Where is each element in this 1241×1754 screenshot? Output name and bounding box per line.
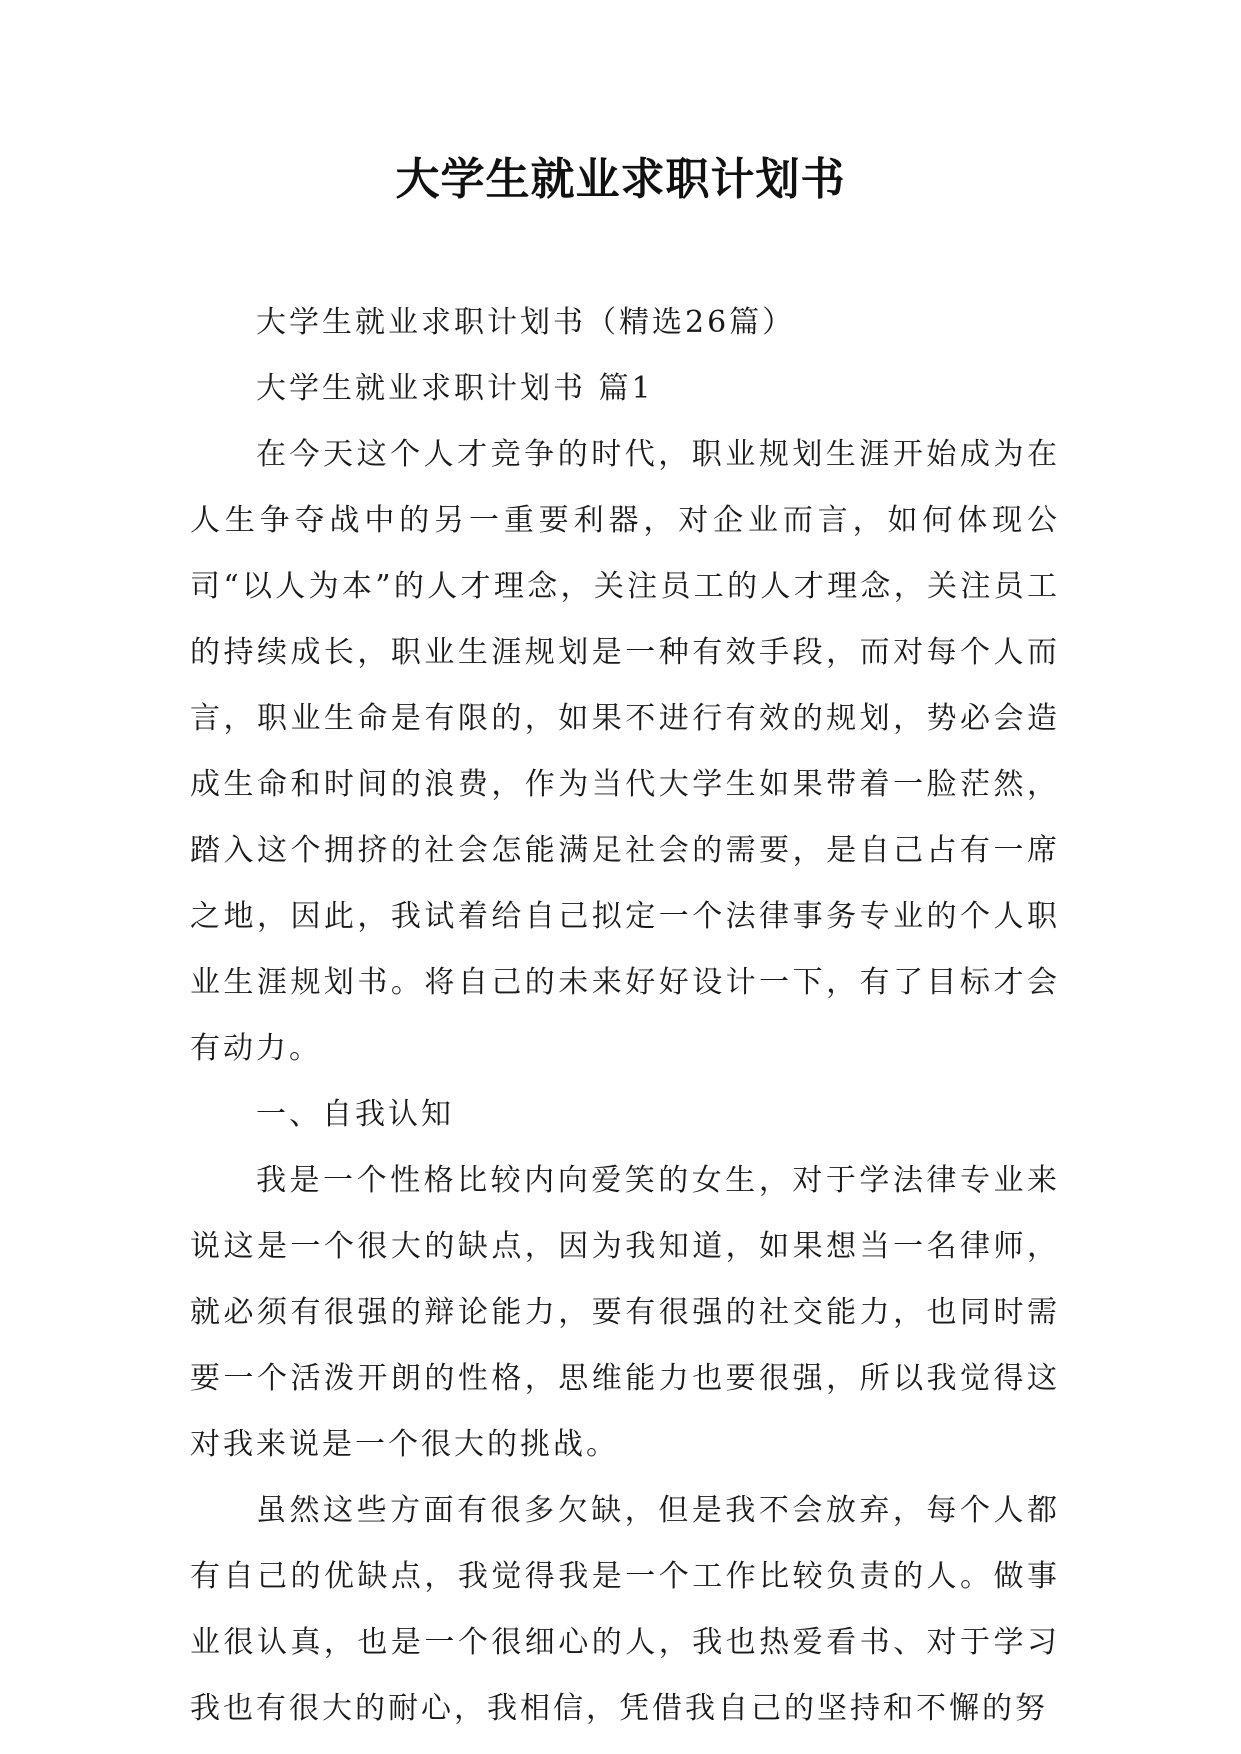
body-paragraph: 在今天这个人才竞争的时代，职业规划生涯开始成为在人生争夺战中的另一重要利器，对企业而言，如何体现公司“以人为本”的人才理念，关注员工的人才理念，关注员工的持续成长，职业生涯规划是一种有效手段，而对每个人而言，职业生命是有限的，如果不进行有效的规划，势必会造成生命和时间的浪费，作为当代大学生如果带着一脸茫然，踏入这个拥挤的社会怎能满足社会的需要，是自己占有一席之地，因此，我试着给自己拟定一个法律事务专业的个人职业生涯规划书。将自己的未来好好设计一下，有了目标才会有动力。 (190, 437, 1060, 1066)
document-body (190, 290, 1060, 1742)
section-heading-self-cognition: 一、自我认知 (256, 1097, 454, 1132)
body-paragraph: 虽然这些方面有很多欠缺，但是我不会放弃，每个人都有自己的优缺点，我觉得我是一个工作比较负责的人。做事业很认真，也是一个很细心的人，我也热爱看书、对于学习我也有很大的耐心，我相信，凭借我自己的坚持和不懈的努 (190, 1493, 1060, 1726)
document-title: 大学生就业求职计划书 (395, 154, 846, 205)
section-heading-part1: 大学生就业求职计划书 篇1 (256, 371, 654, 406)
body-paragraph: 我是一个性格比较内向爱笑的女生，对于学法律专业来说这是一个很大的缺点，因为我知道，如果想当一名律师，就必须有很强的辩论能力，要有很强的社交能力，也同时需要一个活泼开朗的性格，思维能力也要很强，所以我觉得这对我来说是一个很大的挑战。 (190, 1163, 1060, 1462)
subtitle-paragraph: 大学生就业求职计划书（精选26篇） (256, 305, 796, 340)
